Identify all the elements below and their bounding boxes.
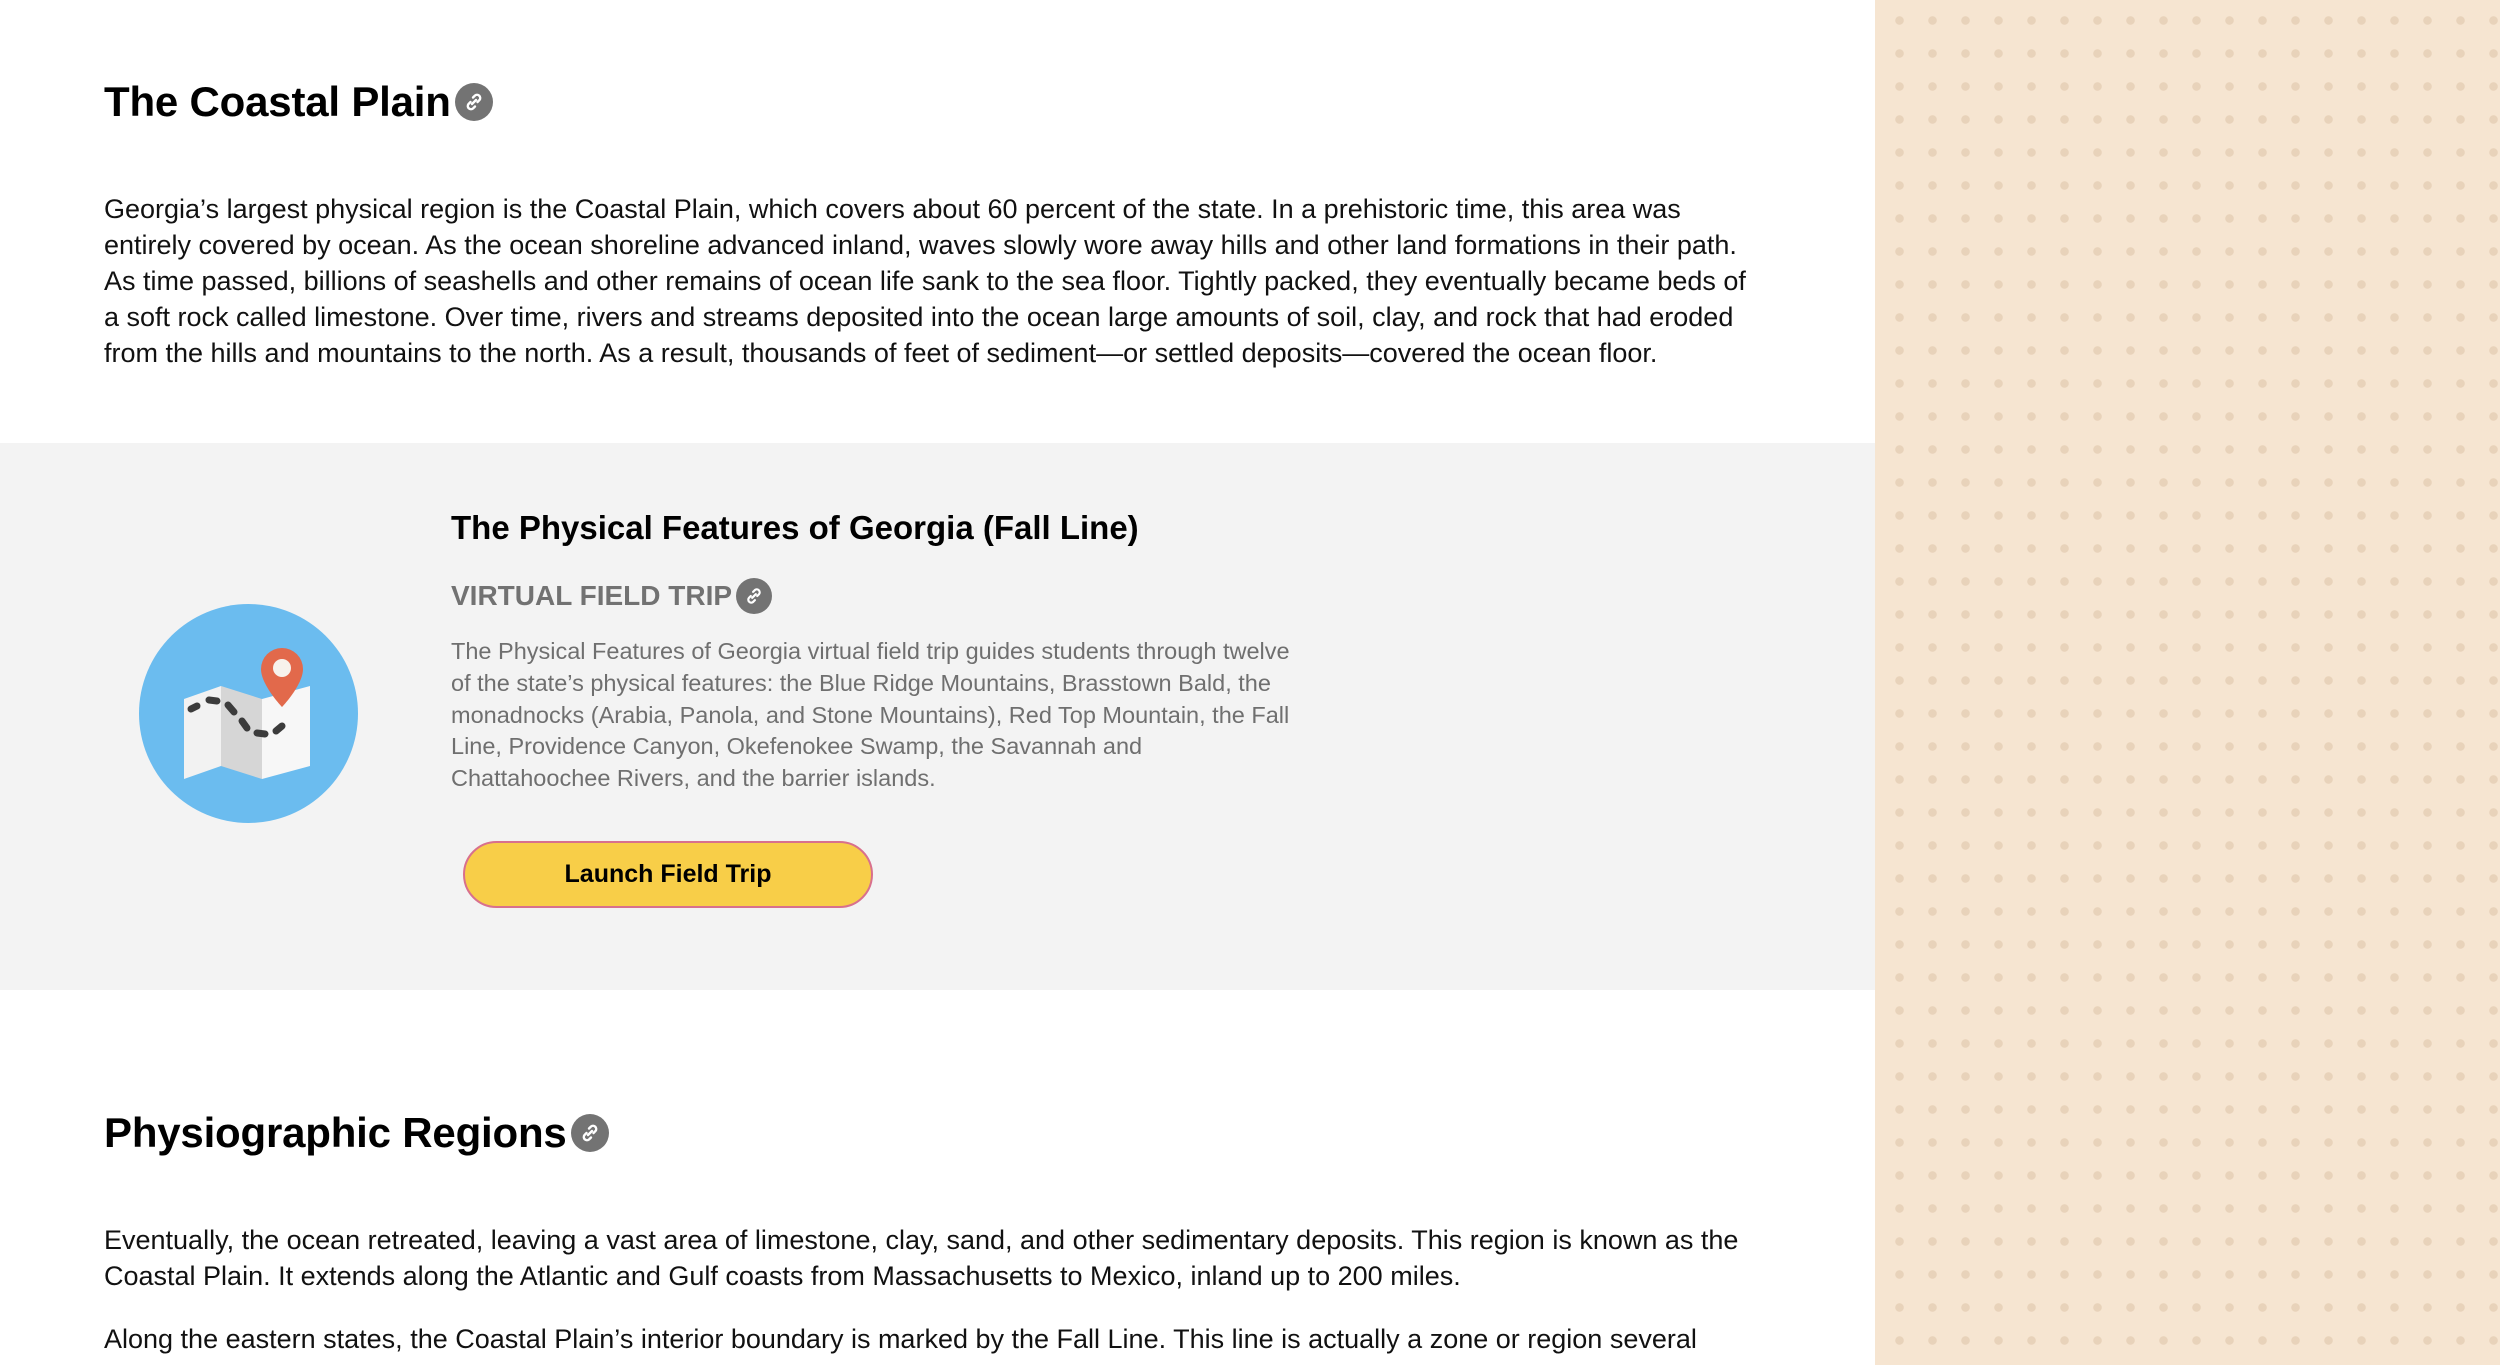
link-icon[interactable]	[455, 83, 493, 121]
section-heading-text: The Coastal Plain	[104, 78, 451, 125]
card-kicker	[451, 578, 772, 614]
decorative-pattern-panel	[1875, 0, 2500, 1365]
map-pin-illustration	[139, 604, 358, 823]
paragraph: Georgia’s largest physical region is the Coastal Plain, which covers about 60 percent of the state. In a prehistoric time, this area was entirely covered by ocean. As the ocean shoreline advanced inland, waves slowly wore away hills and other land formations in their path. As time passed, billions of seashells and other remains of ocean life sank to the sea floor. Tightly packed, they eventually became beds of a soft rock called limestone. Over time, rivers and streams deposited into the ocean large amounts of soil, clay, and rock that had eroded from the hills and mountains to the north. As a result, thousands of feet of sediment—or settled deposits—covered the ocean floor.	[104, 194, 1746, 368]
launch-field-trip-button[interactable]: Launch Field Trip	[463, 841, 873, 908]
paragraph: Along the eastern states, the Coastal Plain’s interior boundary is marked by the Fall Line. This line is actually a zone or region several	[104, 1324, 1697, 1354]
card-kicker-text: VIRTUAL FIELD TRIP	[451, 580, 733, 611]
section-heading-text: Physiographic Regions	[104, 1109, 567, 1156]
section-heading-physiographic-regions	[104, 1109, 609, 1157]
paragraph: Eventually, the ocean retreated, leaving a vast area of limestone, clay, sand, and other sedimentary deposits. This region is known as the Coastal Plain. It extends along the Atlantic and Gulf coasts from Massachusetts to Mexico, inland up to 200 miles.	[104, 1225, 1739, 1291]
link-icon[interactable]	[571, 1114, 609, 1152]
field-trip-card	[0, 443, 1875, 990]
card-title: The Physical Features of Georgia (Fall Line)	[451, 509, 1139, 546]
card-description: The Physical Features of Georgia virtual field trip guides students through twelve of the state’s physical features: the Blue Ridge Mountains, Brasstown Bald, the monadnocks (Arabia, Panola, and Stone Mountains), Red Top Mountain, the Fall Line, Providence Canyon, Okefenokee Swamp, the Savannah and Chattahoochee Rivers, and the barrier islands.	[451, 638, 1290, 792]
link-icon[interactable]	[736, 578, 772, 614]
section-heading-coastal-plain	[104, 78, 493, 126]
